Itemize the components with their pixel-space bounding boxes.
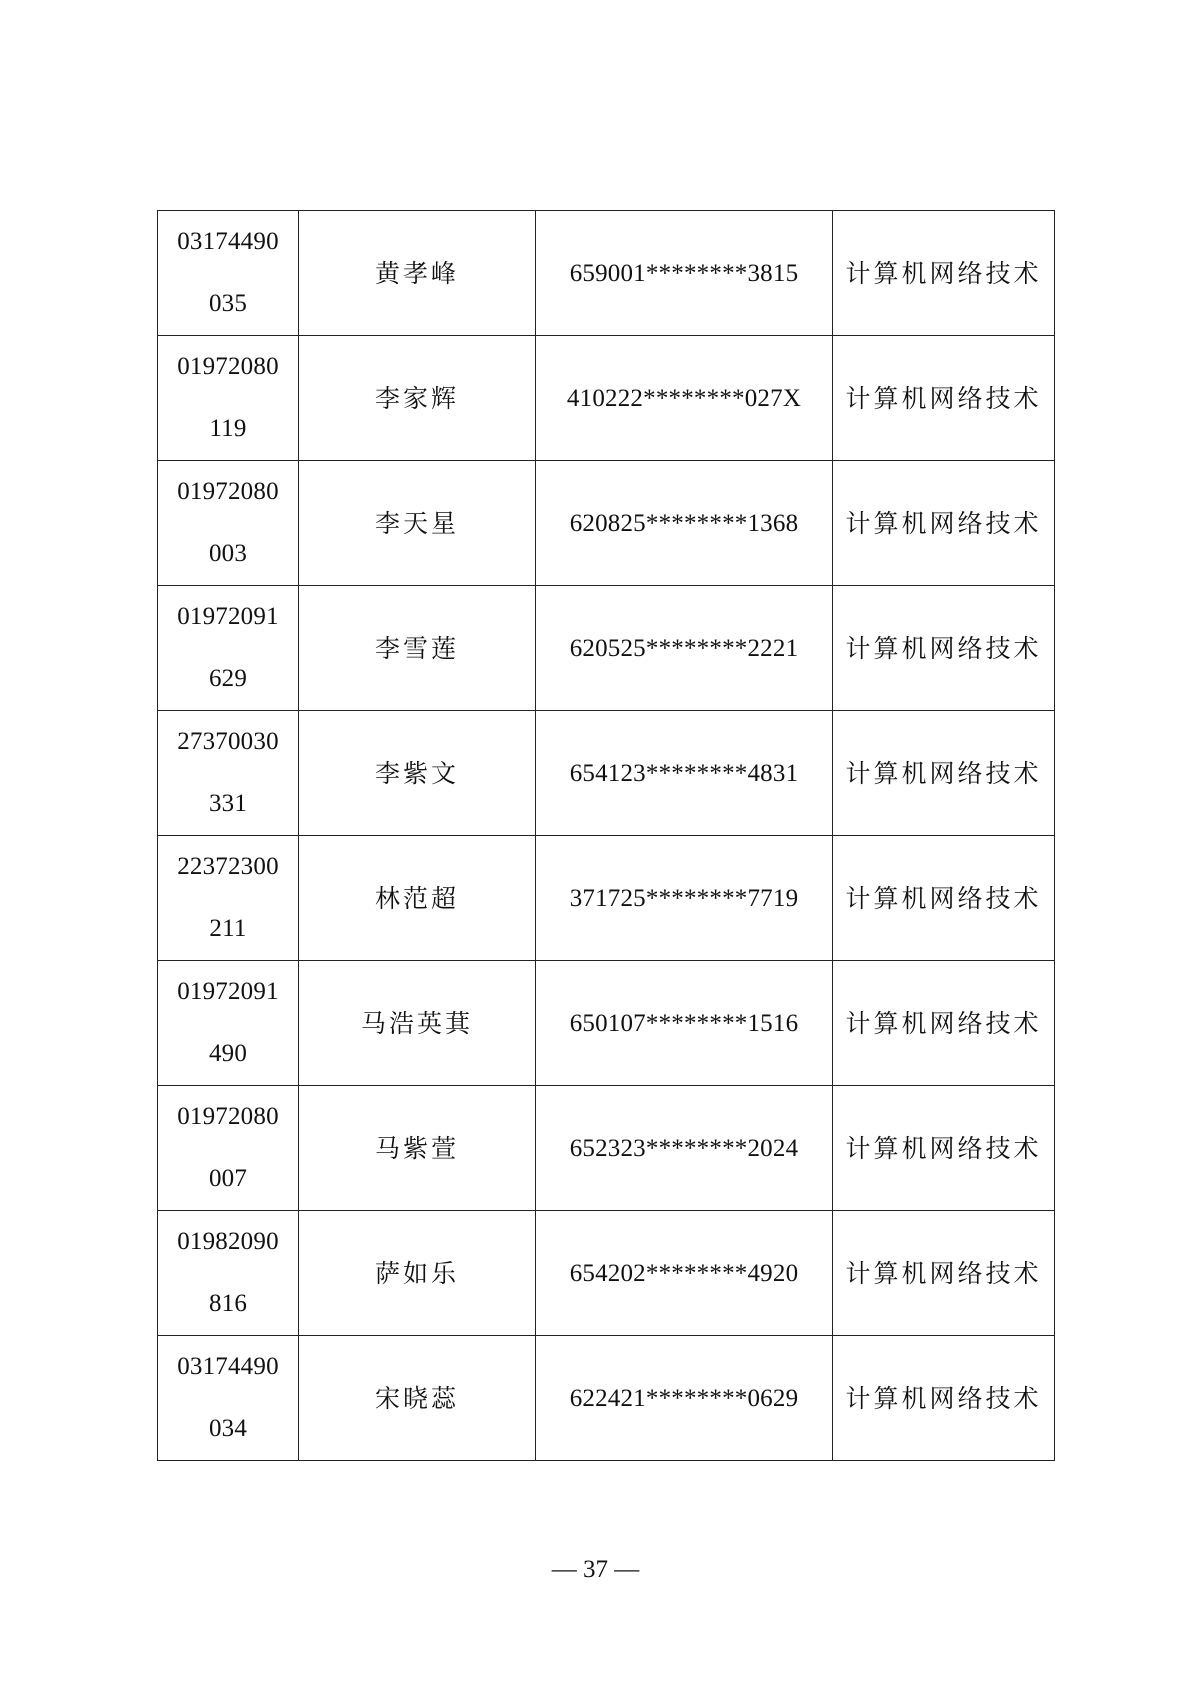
id-number: 654123********4831 xyxy=(536,711,833,836)
exam-number-part-2: 119 xyxy=(209,415,247,442)
student-name: 林范超 xyxy=(299,836,536,961)
table-row xyxy=(158,211,1055,336)
major-name: 计算机网络技术 xyxy=(833,961,1055,1086)
exam-number-part-1: 01972091 xyxy=(177,978,279,1005)
exam-number-part-2: 035 xyxy=(208,290,248,317)
exam-number-part-1: 03174490 xyxy=(177,1353,279,1380)
exam-number-part-2: 629 xyxy=(208,665,248,692)
student-roster-table xyxy=(157,210,1055,1461)
student-name: 李家辉 xyxy=(299,336,536,461)
id-number: 620525********2221 xyxy=(536,586,833,711)
exam-number-cell xyxy=(158,586,299,711)
exam-number-cell xyxy=(158,211,299,336)
exam-number-cell xyxy=(158,1336,299,1461)
exam-number-cell xyxy=(158,961,299,1086)
id-number: 620825********1368 xyxy=(536,461,833,586)
exam-number-part-2: 816 xyxy=(208,1290,248,1317)
table-row xyxy=(158,461,1055,586)
id-number: 659001********3815 xyxy=(536,211,833,336)
id-number: 654202********4920 xyxy=(536,1211,833,1336)
major-name: 计算机网络技术 xyxy=(833,1086,1055,1211)
table-row xyxy=(158,961,1055,1086)
exam-number-part-1: 01972091 xyxy=(177,603,279,630)
exam-number-part-1: 01982090 xyxy=(177,1228,279,1255)
student-name: 黄孝峰 xyxy=(299,211,536,336)
major-name: 计算机网络技术 xyxy=(833,211,1055,336)
student-name: 马紫萱 xyxy=(299,1086,536,1211)
major-name: 计算机网络技术 xyxy=(833,1336,1055,1461)
exam-number-part-2: 211 xyxy=(209,915,247,942)
exam-number-cell xyxy=(158,336,299,461)
student-name: 李雪莲 xyxy=(299,586,536,711)
exam-number-cell xyxy=(158,461,299,586)
major-name: 计算机网络技术 xyxy=(833,461,1055,586)
exam-number-part-1: 01972080 xyxy=(177,478,279,505)
table-row xyxy=(158,1211,1055,1336)
student-name: 萨如乐 xyxy=(299,1211,536,1336)
exam-number-part-2: 003 xyxy=(208,540,248,567)
table-row xyxy=(158,1086,1055,1211)
major-name: 计算机网络技术 xyxy=(833,336,1055,461)
exam-number-cell xyxy=(158,1086,299,1211)
exam-number-cell xyxy=(158,711,299,836)
id-number: 650107********1516 xyxy=(536,961,833,1086)
table-row xyxy=(158,711,1055,836)
student-name: 马浩英萁 xyxy=(299,961,536,1086)
major-name: 计算机网络技术 xyxy=(833,711,1055,836)
exam-number-part-1: 03174490 xyxy=(177,228,279,255)
exam-number-part-2: 331 xyxy=(208,790,248,817)
table-row xyxy=(158,336,1055,461)
exam-number-part-1: 27370030 xyxy=(177,728,279,755)
page-number: — 37 — xyxy=(551,1556,640,1583)
id-number: 371725********7719 xyxy=(536,836,833,961)
major-name: 计算机网络技术 xyxy=(833,586,1055,711)
id-number: 652323********2024 xyxy=(536,1086,833,1211)
exam-number-part-1: 22372300 xyxy=(177,853,279,880)
id-number: 410222********027X xyxy=(536,336,833,461)
exam-number-cell xyxy=(158,1211,299,1336)
student-name: 宋晓蕊 xyxy=(299,1336,536,1461)
student-name: 李天星 xyxy=(299,461,536,586)
exam-number-part-2: 007 xyxy=(208,1165,248,1192)
exam-number-part-1: 01972080 xyxy=(177,353,279,380)
table-row xyxy=(158,836,1055,961)
major-name: 计算机网络技术 xyxy=(833,836,1055,961)
table-row xyxy=(158,586,1055,711)
exam-number-part-1: 01972080 xyxy=(177,1103,279,1130)
exam-number-cell xyxy=(158,836,299,961)
id-number: 622421********0629 xyxy=(536,1336,833,1461)
table-row xyxy=(158,1336,1055,1461)
exam-number-part-2: 490 xyxy=(208,1040,248,1067)
exam-number-part-2: 034 xyxy=(208,1415,248,1442)
major-name: 计算机网络技术 xyxy=(833,1211,1055,1336)
student-name: 李紫文 xyxy=(299,711,536,836)
